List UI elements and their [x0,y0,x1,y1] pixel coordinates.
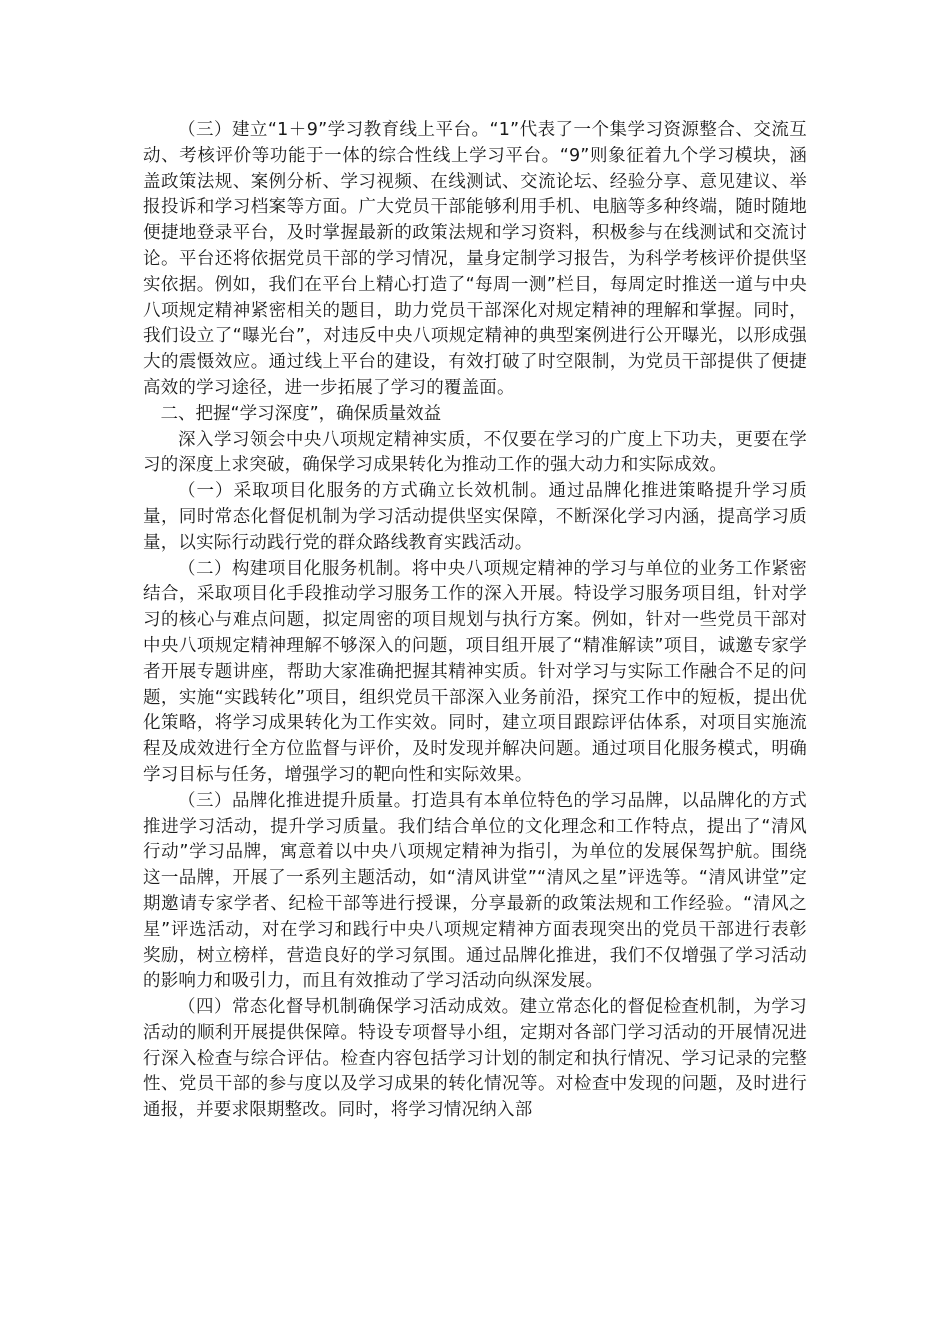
paragraph-project-service-mechanism: （二）构建项目化服务机制。将中央八项规定精神的学习与单位的业务工作紧密结合，采取项目化手段推动学习服务工作的深入开展。特设学习服务项目组，针对学习的核心与难点问题，拟定周密的项目规划与执行方案。例如，针对一些党员干部对中央八项规定精神理解不够深入的问题，项目组开展了“精准解读”项目，诚邀专家学者开展专题讲座，帮助大家准确把握其精神实质。针对学习与实际工作融合不足的问题，实施“实践转化”项目，组织党员干部深入业务前沿，探究工作中的短板，提出优化策略，将学习成果转化为工作实效。同时，建立项目跟踪评估体系，对项目实施流程及成效进行全方位监督与评价，及时发现并解决问题。通过项目化服务模式，明确学习目标与任务，增强学习的靶向性和实际效果。 [143,558,807,785]
document-page [143,118,807,1124]
paragraph-online-platform: （三）建立“1＋9”学习教育线上平台。“1”代表了一个集学习资源整合、交流互动、考核评价等功能于一体的综合性线上学习平台。“9”则象征着九个学习模块，涵盖政策法规、案例分析、学习视频、在线测试、交流论坛、经验分享、意见建议、举报投诉和学习档案等方面。广大党员干部能够利用手机、电脑等多种终端，随时随地便捷地登录平台，及时掌握最新的政策法规和学习资料，积极参与在线测试和交流讨论。平台还将依据党员干部的学习情况，量身定制学习报告，为科学考核评价提供坚实依据。例如，我们在平台上精心打造了“每周一测”栏目，每周定时推送一道与中央八项规定精神紧密相关的题目，助力党员干部深化对规定精神的理解和掌握。同时，我们设立了“曝光台”，对违反中央八项规定精神的典型案例进行公开曝光，以形成强大的震慑效应。通过线上平台的建设，有效打破了时空限制，为党员干部提供了便捷高效的学习途径，进一步拓展了学习的覆盖面。 [143,120,807,398]
section-heading-learning-depth: 二、把握“学习深度”，确保质量效益 [160,403,442,424]
paragraph-project-mechanism-overview: （一）采取项目化服务的方式确立长效机制。通过品牌化推进策略提升学习质量，同时常态化督促机制为学习活动提供坚实保障，不断深化学习内涵，提高学习质量，以实际行动践行党的群众路线教育实践活动。 [143,481,807,553]
paragraph-depth-intro: 深入学习领会中央八项规定精神实质，不仅要在学习的广度上下功夫，更要在学习的深度上求突破，确保学习成果转化为推动工作的强大动力和实际成效。 [143,429,807,476]
paragraph-brand-promotion: （三）品牌化推进提升质量。打造具有本单位特色的学习品牌，以品牌化的方式推进学习活动，提升学习质量。我们结合单位的文化理念和工作特点，提出了“清风行动”学习品牌，寓意着以中央八项规定精神为指引，为单位的发展保驾护航。围绕这一品牌，开展了一系列主题活动，如“清风讲堂”“清风之星”评选等。“清风讲堂”定期邀请专家学者、纪检干部等进行授课，分享最新的政策法规和工作经验。“清风之星”评选活动，对在学习和践行中央八项规定精神方面表现突出的党员干部进行表彰奖励，树立榜样，营造良好的学习氛围。通过品牌化推进，我们不仅增强了学习活动的影响力和吸引力，而且有效推动了学习活动向纵深发展。 [143,790,807,992]
paragraph-supervision-mechanism: （四）常态化督导机制确保学习活动成效。建立常态化的督促检查机制，为学习活动的顺利开展提供保障。特设专项督导小组，定期对各部门学习活动的开展情况进行深入检查与综合评估。检查内容包括学习计划的制定和执行情况、学习记录的完整性、党员干部的参与度以及学习成果的转化情况等。对检查中发现的问题，及时进行通报，并要求限期整改。同时，将学习情况纳入部 [143,997,807,1121]
